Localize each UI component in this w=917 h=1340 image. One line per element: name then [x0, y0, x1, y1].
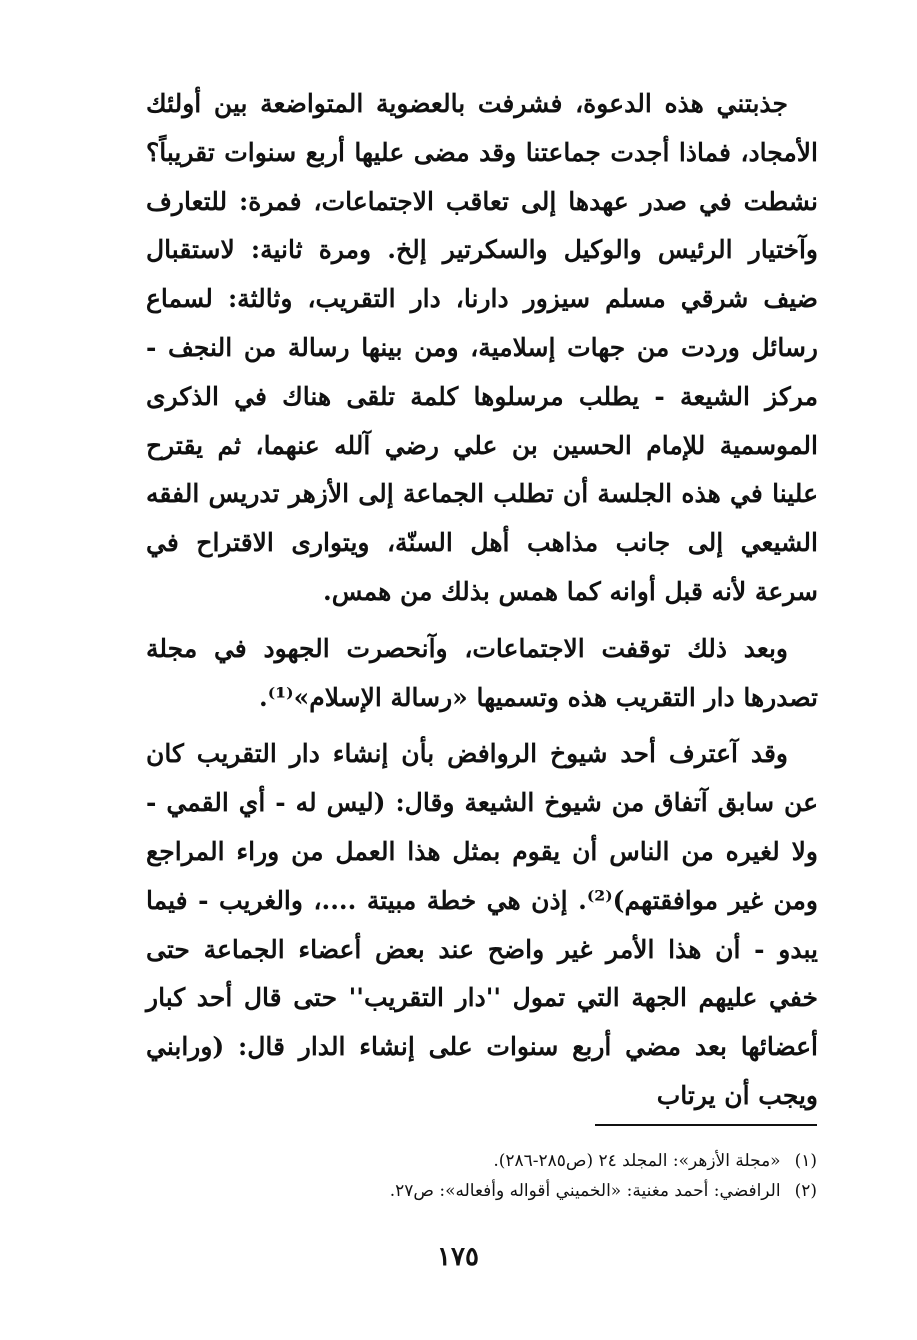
- footnote-text: الرافضي: أحمد مغنية: «الخميني أقواله وأفعاله»: ص٢٧.: [389, 1181, 781, 1201]
- main-text-block: [146, 80, 818, 1121]
- footnote-text: «مجلة الأزهر»: المجلد ٢٤ (ص٢٨٥-٢٨٦).: [493, 1151, 781, 1171]
- page-number: ١٧٥: [437, 1242, 479, 1272]
- footnote: [300, 1146, 817, 1176]
- paragraph: وبعد ذلك توقفت الاجتماعات، وآنحصرت الجهود في مجلة تصدرها دار التقريب هذه وتسميها «رسالة الإسلام»⁽¹⁾.: [146, 633, 818, 712]
- footnote-marker: (٢): [794, 1181, 817, 1201]
- footnote: [300, 1176, 817, 1206]
- footnotes: [300, 1146, 817, 1206]
- footnote-marker: (١): [794, 1151, 817, 1171]
- footnote-separator: [595, 1124, 817, 1126]
- paragraph: وقد آعترف أحد شيوخ الروافض بأن إنشاء دار التقريب كان عن سابق آتفاق من شيوخ الشيعة وقال: (ليس له - أي القمي - ولا لغيره من الناس أن يقوم بمثل هذا العمل من وراء المراجع ومن غير موافقتهم)⁽²⁾. إذن هي خطة مبيتة ....، والغريب - فيما يبدو - أن هذا الأمر غير واضح عند بعض أعضاء الجماعة حتى خفي عليهم الجهة التي تمول ''دار التقريب'' حتى قال أحد كبار أعضائها بعد مضي أربع سنوات على إنشاء الدار قال: (ورابني ويجب أن يرتاب: [146, 739, 818, 1110]
- paragraph: جذبتني هذه الدعوة، فشرفت بالعضوية المتواضعة بين أولئك الأمجاد، فماذا أجدت جماعتنا وقد مضى عليها أربع سنوات تقريباً؟ نشطت في صدر عهدها إلى تعاقب الاجتماعات، فمرة: للتعارف وآختيار الرئيس والوكيل والسكرتير إلخ. ومرة ثانية: لاستقبال ضيف شرقي مسلم سيزور دارنا، دار التقريب، وثالثة: لسماع رسائل وردت من جهات إسلامية، ومن بينها رسالة من النجف - مركز الشيعة - يطلب مرسلوها كلمة تلقى هناك في الذكرى الموسمية للإمام الحسين بن علي رضي آلله عنهما، ثم يقترح علينا في هذه الجلسة أن تطلب الجماعة إلى الأزهر تدريس الفقه الشيعي إلى جانب مذاهب أهل السنّة، ويتوارى الاقتراح في سرعة لأنه قبل أوانه كما همس بذلك من همس.: [146, 89, 818, 606]
